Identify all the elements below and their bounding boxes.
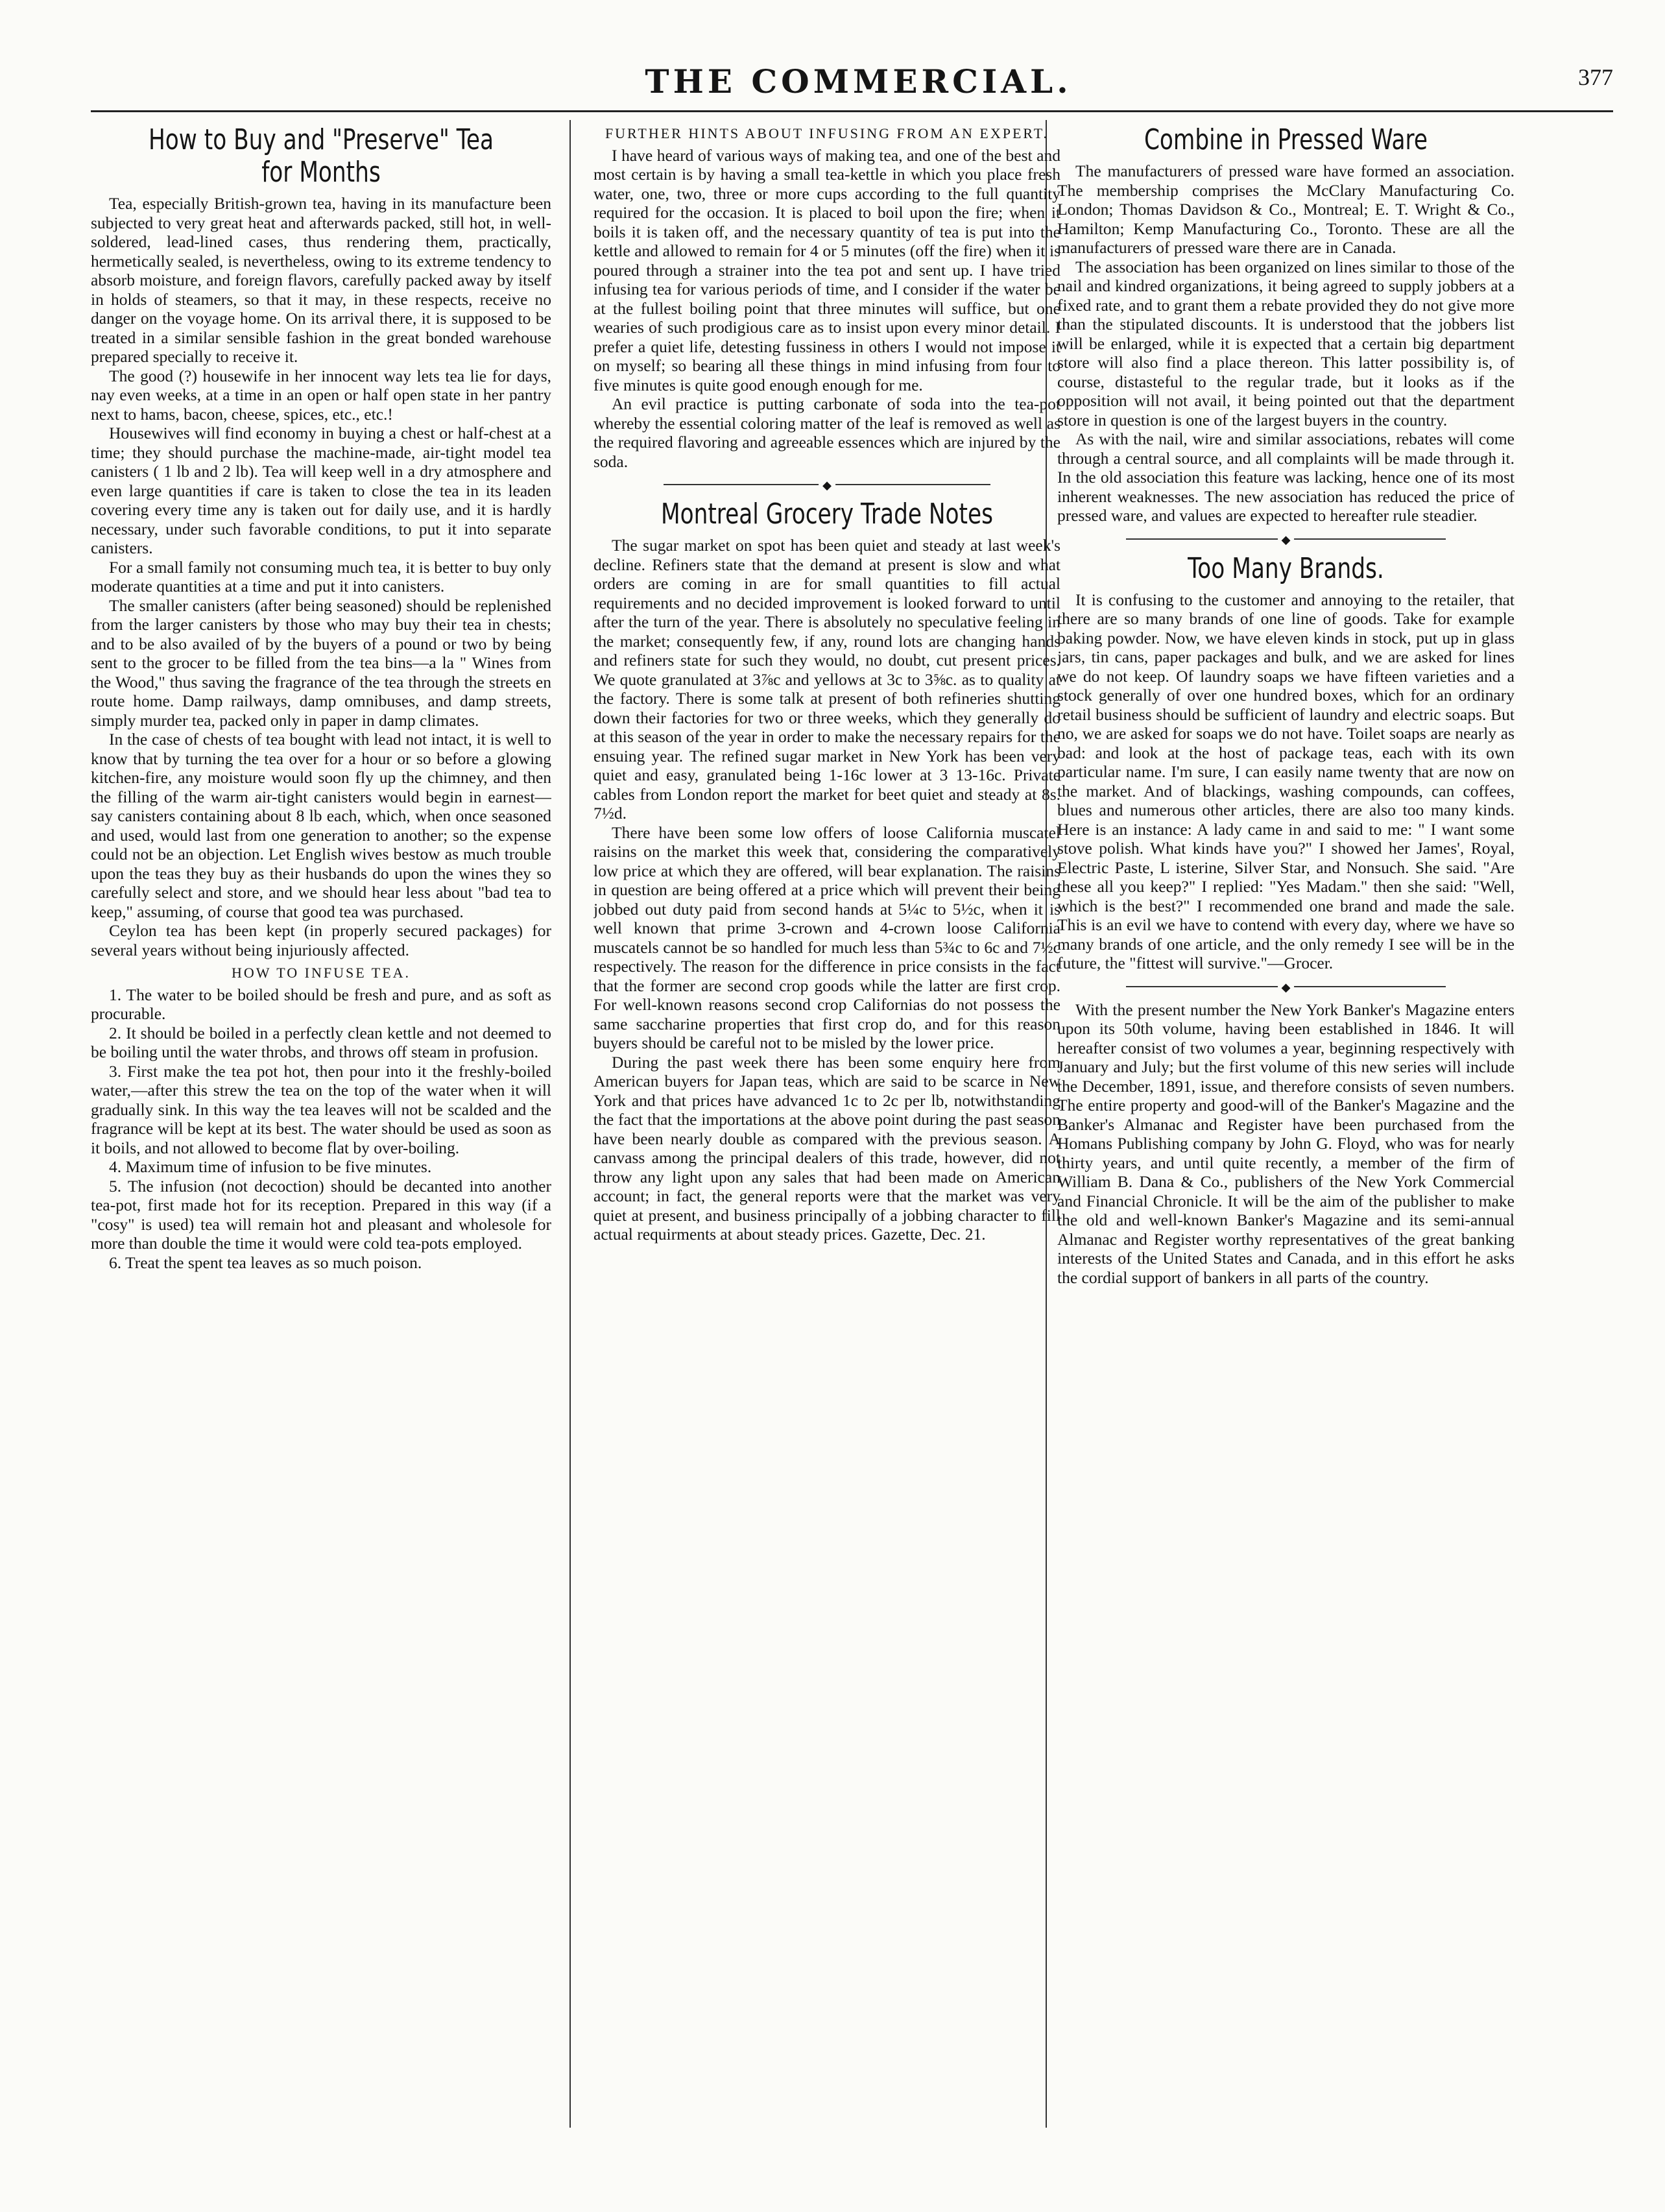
- step: 1. The water to be boiled should be fresh and pure, and as soft as procurable.: [91, 985, 551, 1023]
- paragraph: During the past week there has been some enquiry here from American buyers for Japan teas, which are said to be scarce in New York and that prices have advanced 1c to 2c per lb, notwithstanding the fact that the importations at the above point during the past season have been nearly double as compared with the previous season. A canvass among the principal dealers of this trade, however, did not throw any light upon any sales that had been made on American account; in fact, the general reports were that the market was very quiet at present, and business principally of a jobbing character to fill actual requirments at about steady prices. Gazette, Dec. 21.: [593, 1052, 1060, 1244]
- separator: [1126, 980, 1446, 994]
- masthead-title: THE COMMERCIAL.: [645, 62, 1072, 101]
- header-rule: [91, 110, 1613, 112]
- article-title-combine: Combine in Pressed Ware: [1144, 123, 1428, 156]
- column-2: [593, 120, 1060, 2134]
- column-3: [1057, 120, 1515, 2134]
- subhead-infuse: HOW TO INFUSE TEA.: [231, 965, 411, 981]
- paragraph: With the present number the New York Banker's Magazine enters upon its 50th volume, having been established in 1846. It will hereafter consist of two volumes a year, beginning respectively with January and July; but the first volume of this new series will include the December, 1891, issue, and therefore consists of seven numbers. The entire property and good-will of the Banker's Magazine and the Banker's Almanac and Register have been purchased from the Homans Publishing company by John G. Floyd, who was for nearly thirty years, and until quite recently, a member of the firm of William B. Dana & Co., publishers of the New York Commercial and Financial Chronicle. It will be the aim of the publisher to make the old and well-known Banker's Magazine and its semi-annual Almanac and Register worthy representatives of the great banking interests of the United States and Canada, and in this effort he asks the cordial support of bankers in all parts of the country.: [1057, 1000, 1515, 1287]
- paragraph: Tea, especially British-grown tea, having in its manufacture been subjected to very great heat and afterwards packed, still hot, in well-soldered, lead-lined cases, thus rendering them, practically, hermetically sealed, is nevertheless, owing to its extreme tendency to absorb moisture, and foreign flavors, carefully packed away by itself in holds of steamers, so that it may, in these respects, receive no danger on the voyage home. On its arrival there, it is supposed to be treated in a similar sensible fashion in the great bonded warehouse prepared specially to receive it.: [91, 194, 551, 366]
- step: 5. The infusion (not decoction) should be decanted into another tea-pot, first made hot for its reception. Prepared in this way (if a "cosy" is used) tea will remain hot and pleasant and wholesole for more than double the time it would were cold tea-pots employed.: [91, 1176, 551, 1253]
- paragraph: Ceylon tea has been kept (in properly secured packages) for several years without being injuriously affected.: [91, 921, 551, 959]
- paragraph: The good (?) housewife in her innocent way lets tea lie for days, nay even weeks, at a time in an open or half open state in her pantry next to hams, bacon, cheese, spices, etc., etc.!: [91, 366, 551, 424]
- paragraph: Housewives will find economy in buying a chest or half-chest at a time; they should purchase the machine-made, air-tight model tea canisters ( 1 lb and 2 lb). Tea will keep well in a dry atmosphere and even large quantities if care is taken to close the tea in its leaden covering every time any is taken out for daily use, and it is hardly necessary, under such favorable conditions, to put it into separate canisters.: [91, 424, 551, 557]
- column-1: [91, 120, 551, 2134]
- article-title-brands: Too Many Brands.: [1188, 551, 1384, 585]
- page-number: 377: [1578, 64, 1613, 90]
- step: 3. First make the tea pot hot, then pour into it the freshly-boiled water,—after this strew the tea on the top of the water when it will gradually sink. In this way the tea leaves will not be scalded and the fragrance will be kept at its best. The water should be used as soon as it boils, and not allowed to become flat by over-boiling.: [91, 1061, 551, 1157]
- paragraph: In the case of chests of tea bought with lead not intact, it is well to know that by turning the tea over for a hour or so before a glowing kitchen-fire, any moisture would soon fly up the chimney, and then the filling of the warm air-tight canisters would begin in earnest—say canisters containing about 8 lb each, which, when once seasoned and used, would last from one generation to another; so the expense could not be an objection. Let English wives bestow as much trouble upon the teas they buy as their husbands do upon the wines they so carefully select and store, and we should hear less about "bad tea to keep," assuming, of course that good tea was purchased.: [91, 730, 551, 921]
- paragraph: For a small family not consuming much tea, it is better to buy only moderate quantities at a time and put it into canisters.: [91, 557, 551, 595]
- separator: [1126, 532, 1446, 546]
- paragraph: The smaller canisters (after being seasoned) should be replenished from the larger canisters by those who may buy their tea in chests; and to be also availed of by the buyers of a pound or two by being sent to the grocer to be filled from the tea bins—a la " Wines from the Wood," thus saving the fragrance of the tea through the streets en route home. Damp railways, damp omnibuses, and damp streets, simply murder tea, packed only in paper in damp climates.: [91, 595, 551, 730]
- paragraph: As with the nail, wire and similar associations, rebates will come through a central source, and all complaints will be made through it. In the old association this feature was lacking, hence one of its most inherent weaknesses. The new association has reduced the price of pressed ware, and values are expected to hereafter rule steadier.: [1057, 429, 1515, 525]
- subhead-expert: FURTHER HINTS ABOUT INFUSING FROM AN EXPERT.: [605, 125, 1049, 141]
- paragraph: There have been some low offers of loose California muscatel raisins on the market this week that, considering the comparatively low price at which they are offered, will bear explanation. The raisins in question are being offered at a price which will prevent their being jobbed out duty paid from second hands at 5¼c to 5½c, when it is well known that prime 3-crown and 4-crown loose California muscatels cannot be so handled for much less than 5¾c to 6c and 7½c respectively. The reason for the difference in price consists in the fact that the former are second crop goods while the latter are first crop. For well-known reasons second crop Californias do not possess the same saccharine properties that first crop do, and for this reason buyers should be careful not to be misled by the lower price.: [593, 823, 1060, 1052]
- paragraph: An evil practice is putting carbonate of soda into the tea-pot whereby the essential coloring matter of the leaf is removed as well as the required flavoring and agreeable essences which are injured by the soda.: [593, 394, 1060, 471]
- paragraph: The manufacturers of pressed ware have formed an association. The membership comprises the McClary Manufacturing Co. London; Thomas Davidson & Co., Montreal; E. T. Wright & Co., Hamilton; Kemp Manufacturing Co., Toronto. These are all the manufacturers of pressed ware there are in Canada.: [1057, 162, 1515, 257]
- masthead: [91, 62, 1626, 108]
- article-title-tea: How to Buy and "Preserve" Tea for Months: [148, 123, 494, 189]
- paragraph: The sugar market on spot has been quiet and steady at last week's decline. Refiners state that the demand at present is slow and what orders are coming in are for small quantities to fill actual requirements and no decided improvement is looked forward to until after the turn of the year. There is absolutely no speculative feeling in the market; consequently few, if any, round lots are changing hands and refiners state for such they would, no doubt, cut present prices. We quote granulated at 3⅞c and yellows at 3c to 3⅝c. as to quality at the factory. There is some talk at present of both refineries shutting down their factories for two or three weeks, which they generally do at this season of the year in order to make the necessary repairs for the ensuing year. The refined sugar market in New York has been very quiet and easy, granulated being 1-16c lower at 3 13-16c. Private cables from London report the market for beet quiet and steady at 8s. 7½d.: [593, 536, 1060, 823]
- separator: [664, 477, 990, 492]
- paragraph: I have heard of various ways of making tea, and one of the best and most certain is by having a small tea-kettle in which you place fresh water, one, two, three or more cups according to the full quantity required for the occasion. It is placed to boil upon the fire; when it boils it is taken off, and the necessary quantity of tea is put into the kettle and allowed to remain for 4 or 5 minutes (off the fire) when it is poured through a strainer into the tea pot and sent up. I have tried infusing tea for various periods of time, and I consider if the water be at the fullest boiling point that three minutes will suffice, but one wearies of such prodigious care as to insist upon every minor detail. I prefer a quiet life, detesting fussiness in others I would not impose it on myself; so bearing all these things in mind infusing from four to five minutes is quite good enough enough for me.: [593, 145, 1060, 394]
- step: 4. Maximum time of infusion to be five minutes.: [109, 1157, 432, 1176]
- paragraph: The association has been organized on lines similar to those of the nail and kindred organizations, it being agreed to supply jobbers at a fixed rate, and to grant them a rebate provided they do not give more than the stipulated discounts. It is understood that the jobbers list will be enlarged, while it is expected that a certain big department store will also find a place thereon. This latter possibility is, of course, distasteful to the regular trade, but it looks as if the opposition will not avail, it being pointed out that the department store in question is one of the largest buyers in the country.: [1057, 257, 1515, 429]
- column-rule-1: [569, 120, 571, 2128]
- article-title-montreal: Montreal Grocery Trade Notes: [660, 498, 994, 531]
- step: 2. It should be boiled in a perfectly clean kettle and not deemed to be boiling until the water throbs, and throws off steam in profusion.: [91, 1023, 551, 1061]
- paragraph: It is confusing to the customer and annoying to the retailer, that there are so many brands of one line of goods. Take for example baking powder. Now, we have eleven kinds in stock, put up in glass jars, tin cans, paper packages and bulk, and we are asked for lines we do not keep. Of laundry soaps we have fifteen varieties and a stock generally of over one hundred boxes, which for an ordinary retail business should be sufficient of laundry and electric soaps. But no, we are asked for soaps we do not have. Toilet soaps are nearly as bad: and look at the host of package teas, each with its own particular name. I'm sure, I can easily name twenty that are now on the market. And of blackings, washing compounds, can coffees, blues and numerous other articles, there are also too many kinds. Here is an instance: A lady came in and said to me: " I want some stove polish. What kinds have you?" I showed her James', Royal, Electric Paste, L isterine, Silver Star, and Nonsuch. She said. "Are these all you keep?" I replied: "Yes Madam." then she said: "Well, which is the best?" I recommended one brand and made the sale. This is an evil we have to contend with every day, where we have so many brands of one article, and the only remedy I see will be in the future, the "fittest will survive."—Grocer.: [1057, 590, 1515, 972]
- step: 6. Treat the spent tea leaves as so much poison.: [109, 1253, 422, 1272]
